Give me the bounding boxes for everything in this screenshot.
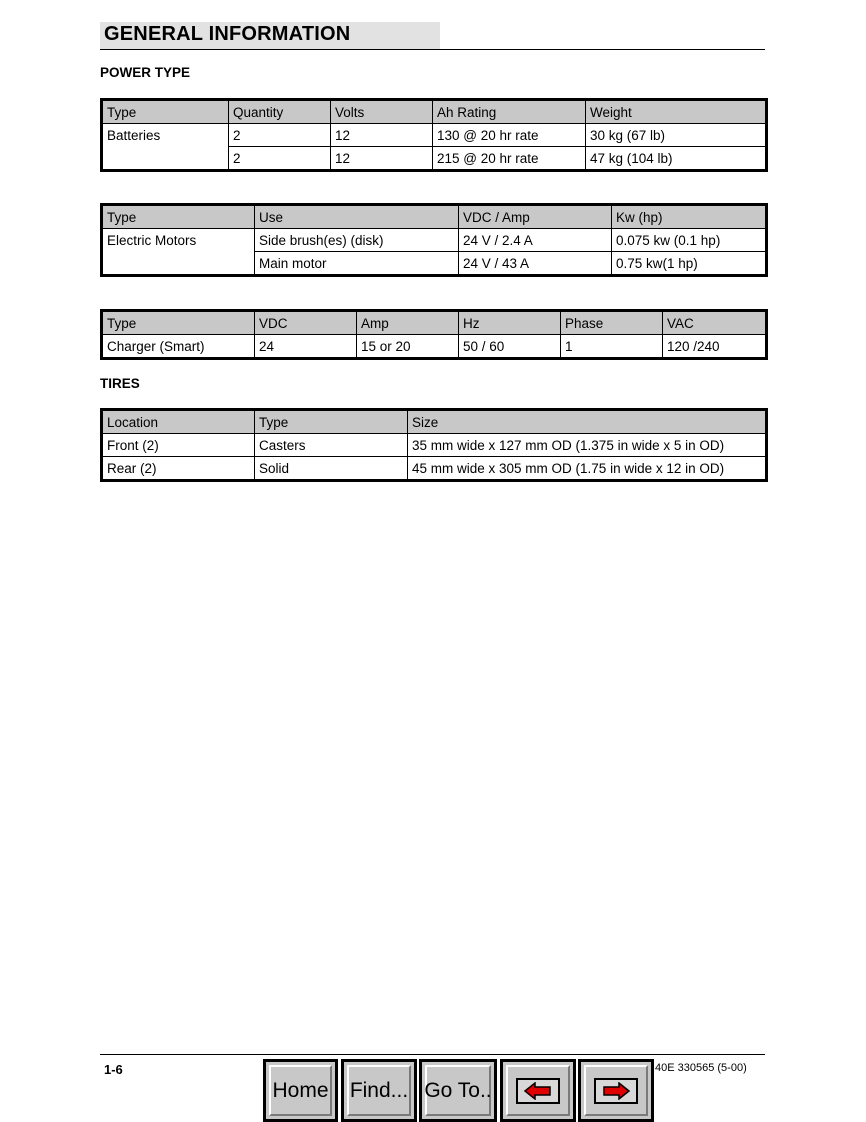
charger-table xyxy=(100,309,768,360)
table-cell: Solid xyxy=(255,457,408,481)
header-cell: Size xyxy=(408,410,767,434)
table-cell: 30 kg (67 lb) xyxy=(586,124,767,147)
home-button[interactable] xyxy=(263,1059,338,1122)
find-button[interactable] xyxy=(341,1059,417,1122)
table-cell: Rear (2) xyxy=(102,457,255,481)
table-header-row xyxy=(102,100,767,124)
header-cell: VDC / Amp xyxy=(459,205,612,229)
table-cell: 24 xyxy=(255,335,357,359)
header-cell: Type xyxy=(102,311,255,335)
header-cell: Type xyxy=(102,205,255,229)
header-cell: Kw (hp) xyxy=(612,205,767,229)
footer-rule xyxy=(100,1054,765,1055)
tires-heading: TIRES xyxy=(100,376,140,391)
type-cell-empty xyxy=(102,252,255,276)
table-cell: 12 xyxy=(331,124,433,147)
title-rule xyxy=(100,49,765,50)
header-cell: Phase xyxy=(561,311,663,335)
header-cell: Ah Rating xyxy=(433,100,586,124)
table-cell: 35 mm wide x 127 mm OD (1.375 in wide x 5 in OD) xyxy=(408,434,767,457)
table-cell: 130 @ 20 hr rate xyxy=(433,124,586,147)
header-cell: Location xyxy=(102,410,255,434)
header-cell: Type xyxy=(102,100,229,124)
table-row xyxy=(102,229,767,252)
header-cell: Amp xyxy=(357,311,459,335)
table-cell: 15 or 20 xyxy=(357,335,459,359)
table-header-row xyxy=(102,311,767,335)
table-row xyxy=(102,124,767,147)
table-cell: 0.75 kw(1 hp) xyxy=(612,252,767,276)
table-cell: Casters xyxy=(255,434,408,457)
table-cell: 2 xyxy=(229,124,331,147)
previous-page-button[interactable] xyxy=(500,1059,576,1122)
left-arrow-icon xyxy=(516,1078,560,1104)
type-cell: Electric Motors xyxy=(102,229,255,252)
table-cell: 215 @ 20 hr rate xyxy=(433,147,586,171)
page-title: GENERAL INFORMATION xyxy=(104,23,351,45)
header-cell: Volts xyxy=(331,100,433,124)
type-cell: Batteries xyxy=(102,124,229,147)
table-cell: 24 V / 2.4 A xyxy=(459,229,612,252)
header-cell: VDC xyxy=(255,311,357,335)
right-arrow-icon xyxy=(594,1078,638,1104)
table-cell: 24 V / 43 A xyxy=(459,252,612,276)
home-button-label: Home xyxy=(272,1078,329,1102)
table-row xyxy=(102,457,767,481)
motors-table xyxy=(100,203,768,277)
table-row xyxy=(102,147,767,171)
table-cell: 120 /240 xyxy=(663,335,767,359)
table-row xyxy=(102,252,767,276)
batteries-table xyxy=(100,98,768,172)
table-cell: Charger (Smart) xyxy=(102,335,255,359)
power-type-heading: POWER TYPE xyxy=(100,65,191,80)
header-cell: Type xyxy=(255,410,408,434)
table-row xyxy=(102,434,767,457)
document-code: 40E 330565 (5-00) xyxy=(655,1062,747,1074)
find-button-label: Find... xyxy=(349,1078,409,1102)
table-cell: 45 mm wide x 305 mm OD (1.75 in wide x 12 in OD) xyxy=(408,457,767,481)
header-cell: VAC xyxy=(663,311,767,335)
table-row xyxy=(102,335,767,359)
tires-table xyxy=(100,408,768,482)
table-cell: Side brush(es) (disk) xyxy=(255,229,459,252)
type-cell-empty xyxy=(102,147,229,171)
table-cell: 47 kg (104 lb) xyxy=(586,147,767,171)
header-cell: Weight xyxy=(586,100,767,124)
table-cell: 1 xyxy=(561,335,663,359)
table-cell: 2 xyxy=(229,147,331,171)
table-cell: Main motor xyxy=(255,252,459,276)
next-page-button[interactable] xyxy=(578,1059,654,1122)
table-header-row xyxy=(102,410,767,434)
table-cell: Front (2) xyxy=(102,434,255,457)
table-header-row xyxy=(102,205,767,229)
page-number: 1-6 xyxy=(104,1062,123,1077)
goto-button-label: Go To.. xyxy=(424,1078,492,1102)
table-cell: 50 / 60 xyxy=(459,335,561,359)
header-cell: Use xyxy=(255,205,459,229)
table-cell: 0.075 kw (0.1 hp) xyxy=(612,229,767,252)
table-cell: 12 xyxy=(331,147,433,171)
header-cell: Hz xyxy=(459,311,561,335)
header-cell: Quantity xyxy=(229,100,331,124)
goto-button[interactable] xyxy=(419,1059,497,1122)
